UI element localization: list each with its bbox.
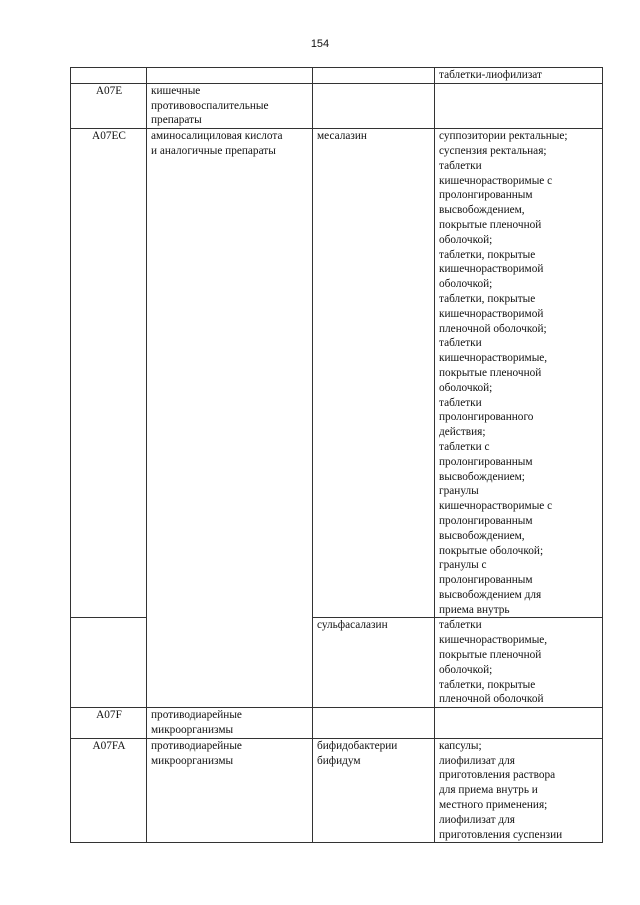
dosage-forms-cell: капсулы; лиофилизат для приготовления раствора для приема внутрь и местного применения; лиофилизат для приготовления суспензии bbox=[435, 738, 603, 843]
group-name-cell: кишечные противовоспалительные препараты bbox=[147, 83, 313, 128]
dosage-forms-cell: таблетки кишечнорастворимые, покрытые пленочной оболочкой; таблетки, покрытые пленочной оболочкой bbox=[435, 618, 603, 708]
group-name-cell bbox=[147, 68, 313, 84]
dosage-forms-cell bbox=[435, 83, 603, 128]
table-row bbox=[71, 83, 603, 128]
dosage-forms-cell: суппозитории ректальные; суспензия ректальная; таблетки кишечнорастворимые с пролонгированным высвобождением, покрытые пленочной оболочкой; таблетки, покрытые кишечнорастворимой оболочкой; таблетки, покрытые кишечнорастворимой пленочной оболочкой; таблетки кишечнорастворимые, покрытые пленочной оболочкой; таблетки пролонгированного действия; таблетки с пролонгированным высвобождением; гранулы кишечнорастворимые с пролонгированным высвобождением, покрытые оболочкой; гранулы с пролонгированным высвобождением для приема внутрь bbox=[435, 129, 603, 618]
drug-table bbox=[70, 67, 603, 843]
atc-code-cell: A07E bbox=[71, 83, 147, 128]
table-row bbox=[71, 129, 603, 618]
group-name-cell: аминосалициловая кислота и аналогичные препараты bbox=[147, 129, 313, 708]
atc-code-cell: A07FA bbox=[71, 738, 147, 843]
page-number: 154 bbox=[310, 38, 330, 50]
substance-cell bbox=[313, 83, 435, 128]
table-row bbox=[71, 738, 603, 843]
dosage-forms-cell bbox=[435, 708, 603, 739]
atc-code-cell: A07F bbox=[71, 708, 147, 739]
table-row bbox=[71, 68, 603, 84]
substance-cell: месалазин bbox=[313, 129, 435, 618]
table-row bbox=[71, 708, 603, 739]
group-name-cell: противодиарейные микроорганизмы bbox=[147, 708, 313, 739]
atc-code-cell bbox=[71, 618, 147, 708]
dosage-forms-cell: таблетки-лиофилизат bbox=[435, 68, 603, 84]
substance-cell bbox=[313, 708, 435, 739]
substance-cell: бифидобактерии бифидум bbox=[313, 738, 435, 843]
atc-code-cell bbox=[71, 68, 147, 84]
group-name-cell: противодиарейные микроорганизмы bbox=[147, 738, 313, 843]
atc-code-cell: A07EC bbox=[71, 129, 147, 618]
substance-cell: сульфасалазин bbox=[313, 618, 435, 708]
substance-cell bbox=[313, 68, 435, 84]
